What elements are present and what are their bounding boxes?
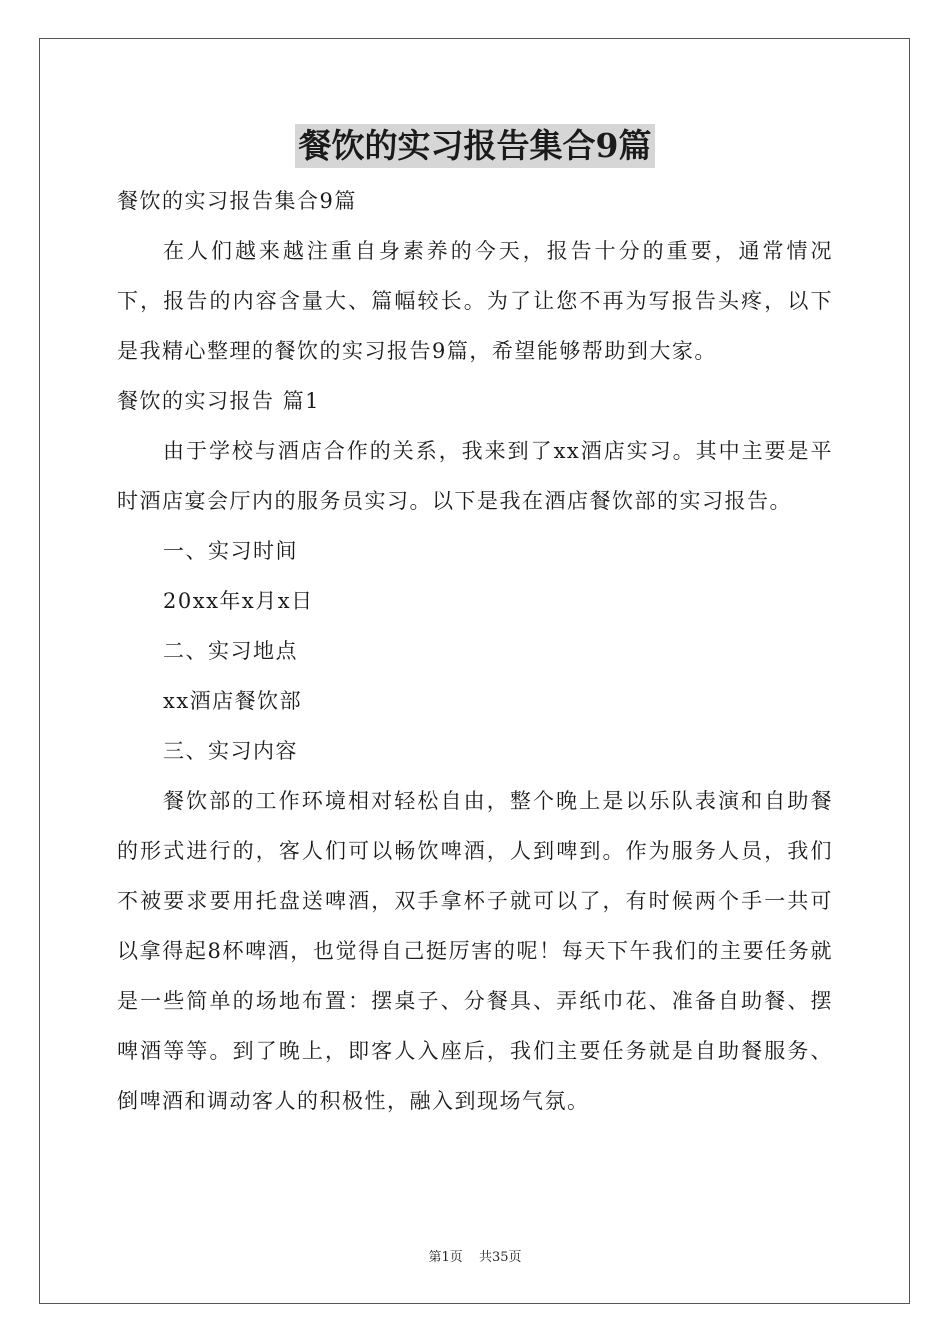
intro-paragraph: 在人们越来越注重自身素养的今天，报告十分的重要，通常情况下，报告的内容含量大、篇幅较长。为了让您不再为写报告头疼，以下是我精心整理的餐饮的实习报告9篇，希望能够帮助到大家。 [117,239,833,363]
section-intro-paragraph: 由于学校与酒店合作的关系，我来到了xx酒店实习。其中主要是平时酒店宴会厅内的服务员实习。以下是我在酒店餐饮部的实习报告。 [117,439,833,513]
page-footer [0,1246,950,1265]
item-content-paragraph: 餐饮部的工作环境相对轻松自由，整个晚上是以乐队表演和自助餐的形式进行的，客人们可以畅饮啤酒，人到啤到。作为服务人员，我们不被要求要用托盘送啤酒，双手拿杯子就可以了，有时候两个手一共可以拿得起8杯啤酒，也觉得自己挺厉害的呢！每天下午我们的主要任务就是一些简单的场地布置：摆桌子、分餐具、弄纸巾花、准备自助餐、摆啤酒等等。到了晚上，即客人入座后，我们主要任务就是自助餐服务、倒啤酒和调动客人的积极性，融入到现场气氛。 [117,789,833,1113]
document-subtitle: 餐饮的实习报告集合9篇 [117,189,357,213]
document-title: 餐饮的实习报告集合9篇 [295,124,656,168]
document-body [117,176,833,1126]
title-wrap [0,124,950,168]
page-total: 共35页 [478,1250,522,1265]
section-heading: 餐饮的实习报告 篇1 [117,389,321,413]
item-location-value: xx酒店餐饮部 [163,689,303,713]
item-location-label: 二、实习地点 [163,639,298,663]
page-number: 第1页 [428,1250,463,1265]
item-time-value: 20xx年x月x日 [163,589,314,613]
item-content-label: 三、实习内容 [163,739,298,763]
item-time-label: 一、实习时间 [163,539,298,563]
